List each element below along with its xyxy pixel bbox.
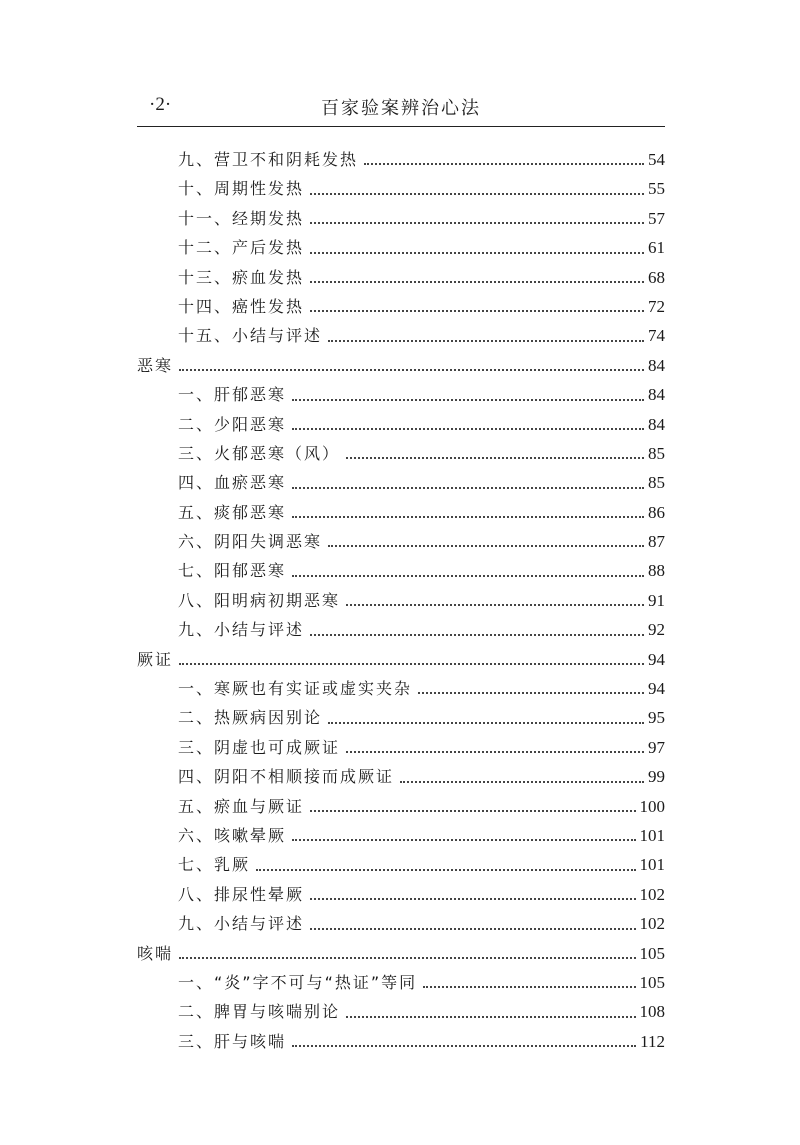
toc-entry-page: 68 [648,267,665,287]
toc-entry-title: 九、营卫不和阴耗发热 [178,149,359,169]
toc-entry-title: 厥证 [137,649,174,669]
toc-chapter-entry [137,645,665,674]
toc-entry-title: 一、肝郁恶寒 [178,385,287,405]
toc-entry-page: 86 [648,502,665,522]
toc-entry-page: 105 [639,972,665,992]
toc-entry-title: 咳喘 [137,943,174,963]
dot-leader [346,595,644,606]
toc-entry-title: 八、排尿性晕厥 [178,884,305,904]
dot-leader [292,507,644,518]
toc-entry-title: 七、阳郁恶寒 [178,561,287,581]
toc-section-entry [137,1027,665,1056]
dot-leader [310,213,644,224]
toc-entry-page: 92 [648,620,665,640]
dot-leader [310,243,644,254]
table-of-contents [137,145,665,1056]
dot-leader [328,713,644,724]
dot-leader [256,860,635,871]
toc-entry-page: 85 [648,473,665,493]
toc-entry-page: 54 [648,149,665,169]
toc-entry-title: 三、阴虚也可成厥证 [178,737,341,757]
toc-entry-page: 108 [639,1002,665,1022]
toc-entry-page: 84 [648,414,665,434]
toc-entry-page: 91 [648,590,665,610]
toc-entry-page: 112 [640,1031,665,1051]
toc-section-entry [137,674,665,703]
toc-entry-page: 97 [648,737,665,757]
toc-section-entry [137,498,665,527]
toc-section-entry [137,762,665,791]
toc-entry-title: 五、瘀血与厥证 [178,796,305,816]
toc-entry-page: 57 [648,208,665,228]
toc-entry-title: 二、热厥病因别论 [178,708,323,728]
toc-section-entry [137,263,665,292]
toc-entry-title: 一、寒厥也有实证或虚实夹杂 [178,679,413,699]
toc-section-entry [137,821,665,850]
toc-section-entry [137,556,665,585]
toc-entry-title: 八、阳明病初期恶寒 [178,590,341,610]
toc-entry-title: 二、少阳恶寒 [178,414,287,434]
toc-entry-title: 十二、产后发热 [178,238,305,258]
toc-section-entry [137,174,665,203]
toc-section-entry [137,703,665,732]
toc-entry-title: 三、火郁恶寒（风） [178,443,341,463]
dot-leader [310,625,644,636]
toc-chapter-entry [137,939,665,968]
toc-entry-page: 94 [648,649,665,669]
dot-leader [179,654,644,665]
toc-entry-title: 十、周期性发热 [178,179,305,199]
dot-leader [292,566,644,577]
dot-leader [346,448,644,459]
toc-entry-title: 七、乳厥 [178,855,251,875]
toc-entry-title: 十一、经期发热 [178,208,305,228]
book-title: 百家验案辨治心法 [321,98,481,119]
dot-leader [328,331,644,342]
toc-section-entry [137,909,665,938]
toc-section-entry [137,292,665,321]
toc-entry-page: 61 [648,238,665,258]
toc-entry-page: 85 [648,443,665,463]
toc-section-entry [137,145,665,174]
toc-section-entry [137,880,665,909]
dot-leader [346,1007,635,1018]
dot-leader [418,683,644,694]
dot-leader [364,154,644,165]
toc-entry-title: 十五、小结与评述 [178,326,323,346]
toc-entry-page: 87 [648,532,665,552]
running-header [137,86,665,127]
toc-section-entry [137,586,665,615]
dot-leader [292,390,644,401]
toc-entry-title: 四、阴阳不相顺接而成厥证 [178,767,395,787]
toc-entry-title: 六、咳嗽晕厥 [178,825,287,845]
toc-section-entry [137,321,665,350]
toc-entry-title: 十四、癌性发热 [178,296,305,316]
toc-section-entry [137,733,665,762]
toc-section-entry [137,468,665,497]
toc-section-entry [137,792,665,821]
toc-section-entry [137,410,665,439]
toc-section-entry [137,850,665,879]
dot-leader [292,478,644,489]
page-number: ·2· [149,94,172,115]
dot-leader [292,830,635,841]
toc-entry-title: 六、阴阳失调恶寒 [178,532,323,552]
toc-entry-page: 101 [639,855,665,875]
dot-leader [310,272,644,283]
toc-entry-page: 74 [648,326,665,346]
toc-entry-page: 88 [648,561,665,581]
toc-entry-title: 一、“炎”字不可与“热证”等同 [178,972,418,992]
toc-section-entry [137,527,665,556]
dot-leader [346,742,644,753]
toc-entry-title: 五、痰郁恶寒 [178,502,287,522]
toc-entry-page: 84 [648,355,665,375]
toc-entry-page: 100 [639,796,665,816]
toc-section-entry [137,233,665,262]
dot-leader [310,889,635,900]
dot-leader [292,1036,636,1047]
toc-chapter-entry [137,351,665,380]
dot-leader [423,977,635,988]
toc-entry-title: 九、小结与评述 [178,914,305,934]
toc-section-entry [137,204,665,233]
toc-entry-page: 102 [639,914,665,934]
dot-leader [310,919,635,930]
toc-entry-page: 84 [648,385,665,405]
toc-section-entry [137,439,665,468]
toc-section-entry [137,380,665,409]
toc-entry-page: 94 [648,679,665,699]
dot-leader [328,536,644,547]
toc-entry-title: 三、肝与咳喘 [178,1031,287,1051]
toc-section-entry [137,997,665,1026]
toc-entry-title: 四、血瘀恶寒 [178,473,287,493]
toc-entry-page: 105 [639,943,665,963]
toc-entry-page: 102 [639,884,665,904]
toc-entry-title: 二、脾胃与咳喘别论 [178,1002,341,1022]
dot-leader [292,419,644,430]
dot-leader [400,772,644,783]
dot-leader [179,948,635,959]
toc-section-entry [137,615,665,644]
toc-entry-title: 恶寒 [137,355,174,375]
toc-entry-page: 95 [648,708,665,728]
dot-leader [310,184,644,195]
toc-entry-page: 101 [639,825,665,845]
toc-entry-page: 99 [648,767,665,787]
toc-entry-page: 72 [648,296,665,316]
toc-entry-title: 十三、瘀血发热 [178,267,305,287]
toc-entry-page: 55 [648,179,665,199]
dot-leader [179,360,644,371]
dot-leader [310,801,635,812]
dot-leader [310,301,644,312]
toc-entry-title: 九、小结与评述 [178,620,305,640]
toc-section-entry [137,968,665,997]
